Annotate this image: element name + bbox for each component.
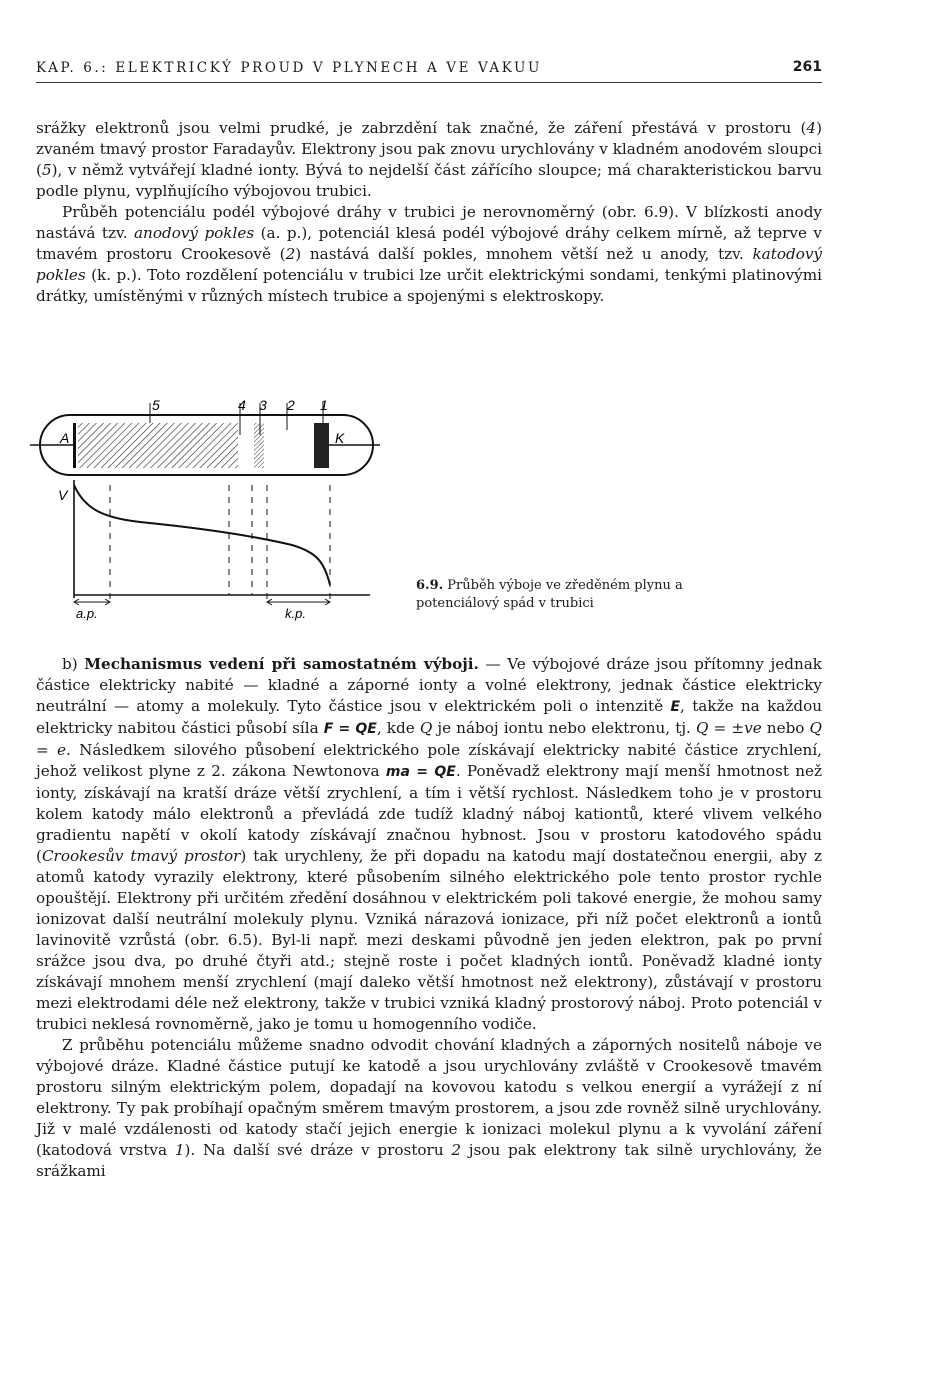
- paragraph-4: Z průběhu potenciálu můžeme snadno odvodit chování kladných a záporných nositelů náboje ve výbojové dráze. Kladné částice putují ke katodě a jsou urychlovány zvláště v Crookesově tmavém prostoru silným elektrickým polem, dopadají na kovovou katodu s velkou energií a vyrážejí z ní elektrony. Ty pak probíhají opačným směrem tmavým prostorem, a jsou zde rovněž silně urychlovány. Již v malé vzdálenosti od katody stačí jejich energie k ionizaci molekul plynu a k vyvolání záření (katodová vrstva 1). Na další své dráze v prostoru 2 jsou pak elektrony tak silně urychlovány, že srážkami: [36, 1036, 823, 1180]
- body-text-bottom: [36, 654, 822, 1182]
- cathode-label: K: [335, 430, 345, 446]
- caption-text: Průběh výboje ve zředěném plynu a potenciálový spád v trubici: [416, 578, 683, 611]
- cathode-plate: [314, 423, 329, 468]
- cathode-fall-label: k.p.: [285, 606, 306, 621]
- v-axis-label: V: [58, 487, 68, 503]
- page-number: 261: [792, 59, 822, 75]
- discharge-figure: [30, 390, 400, 630]
- negative-glow: [254, 423, 264, 468]
- paragraph-1: srážky elektronů jsou velmi prudké, je zabrzdění tak značné, že záření přestává v prostoru (4) zvaném tmavý prostor Faradayův. Elektrony jsou pak znovu urychlovány v kladném anodovém sloupci (5), v němž vytvářejí kladné ionty. Bývá to nejdelší část zářícího sloupce; má charakteristickou barvu podle plynu, vyplňujícího výbojovou trubici.: [36, 119, 822, 200]
- paragraph-3: b) Mechanismus vedení při samostatném výboji. — Ve výbojové dráze jsou přítomny jednak částice elektricky nabité — kladné a záporné ionty a volné elektrony, jednak částice elektricky neutrální — atomy a molekuly. Tyto částice jsou v elektrickém poli o intenzitě E, takže na každou elektricky nabitou částici působí síla F = QE, kde Q je náboj iontu nebo elektronu, tj. Q = ±ve nebo Q = e. Následkem silového působení elektrického pole získávají elektricky nabité částice zrychlení, jehož velikost plyne z 2. zákona Newtonova ma = QE. Poněvadž elektrony mají menší hmotnost než ionty, získávají na kratší dráze větší zrychlení, a tím i větší rychlost. Následkem toho je v prostoru kolem katody málo elektronů a převládá zde tudíž kladný náboj kationtů, které vlivem velkého gradientu napětí v okolí katody získávají značnou hybnost. Jsou v prostoru katodového spádu (Crookesův tmavý prostor) tak urychleny, že při dopadu na katodu mají dostatečnou energii, aby z atomů katody vyrazily elektrony, které působením silného elektrického pole tento prostor rychle opouštějí. Elektrony při určitém zředění dosáhnou v elektrickém poli takové energie, že mohou samy ionizovat další neutrální molekuly plynu. Vzniká nárazová ionizace, při níž počet elektronů a iontů lavinovitě vzrůstá (obr. 6.5). Byl-li např. mezi deskami původně jen jeden elektron, pak po první srážce jsou dva, po druhé čtyři atd.; stejně roste i počet kladných iontů. Poněvadž kladné ionty získávají mnohem menší zrychlení (mají daleko větší hmotnost než elektrony), zůstávají v prostoru mezi elektrodami déle než elektrony, takže v trubici vzniká kladný prostorový náboj. Proto potenciál v trubici neklesá rovnoměrně, jako je tomu u homogenního vodiče.: [36, 655, 823, 1033]
- potential-curve: [74, 485, 330, 585]
- paragraph-2: Průběh potenciálu podél výbojové dráhy v trubici je nerovnoměrný (obr. 6.9). V blízkosti anody nastává tzv. anodový pokles (a. p.), potenciál klesá podél výbojové dráhy celkem mírně, až teprve v tmavém prostoru Crookesově (2) nastává další pokles, mnohem větší než u anody, tzv. katodový pokles (k. p.). Toto rozdělení potenciálu v trubici lze určit elektrickými sondami, tenkými platinovými drátky, umístěnými v různých místech trubice a spojenými s elektroskopy.: [36, 203, 822, 305]
- region-label-2: 2: [287, 397, 295, 413]
- positive-column: [78, 423, 238, 468]
- anode-fall-label: a.p.: [76, 606, 98, 621]
- region-label-3: 3: [259, 397, 267, 413]
- region-label-4: 4: [238, 397, 246, 413]
- figure-caption: [416, 577, 736, 613]
- body-text-top: [36, 118, 822, 307]
- region-label-5: 5: [152, 397, 160, 413]
- chapter-title: KAP. 6.: ELEKTRICKÝ PROUD V PLYNECH A VE VAKUU: [36, 60, 542, 76]
- anode-label: A: [60, 430, 70, 446]
- caption-number: 6.9.: [416, 578, 444, 593]
- region-label-1: 1: [320, 397, 328, 413]
- running-header: [36, 60, 822, 83]
- anode-plate: [73, 423, 76, 468]
